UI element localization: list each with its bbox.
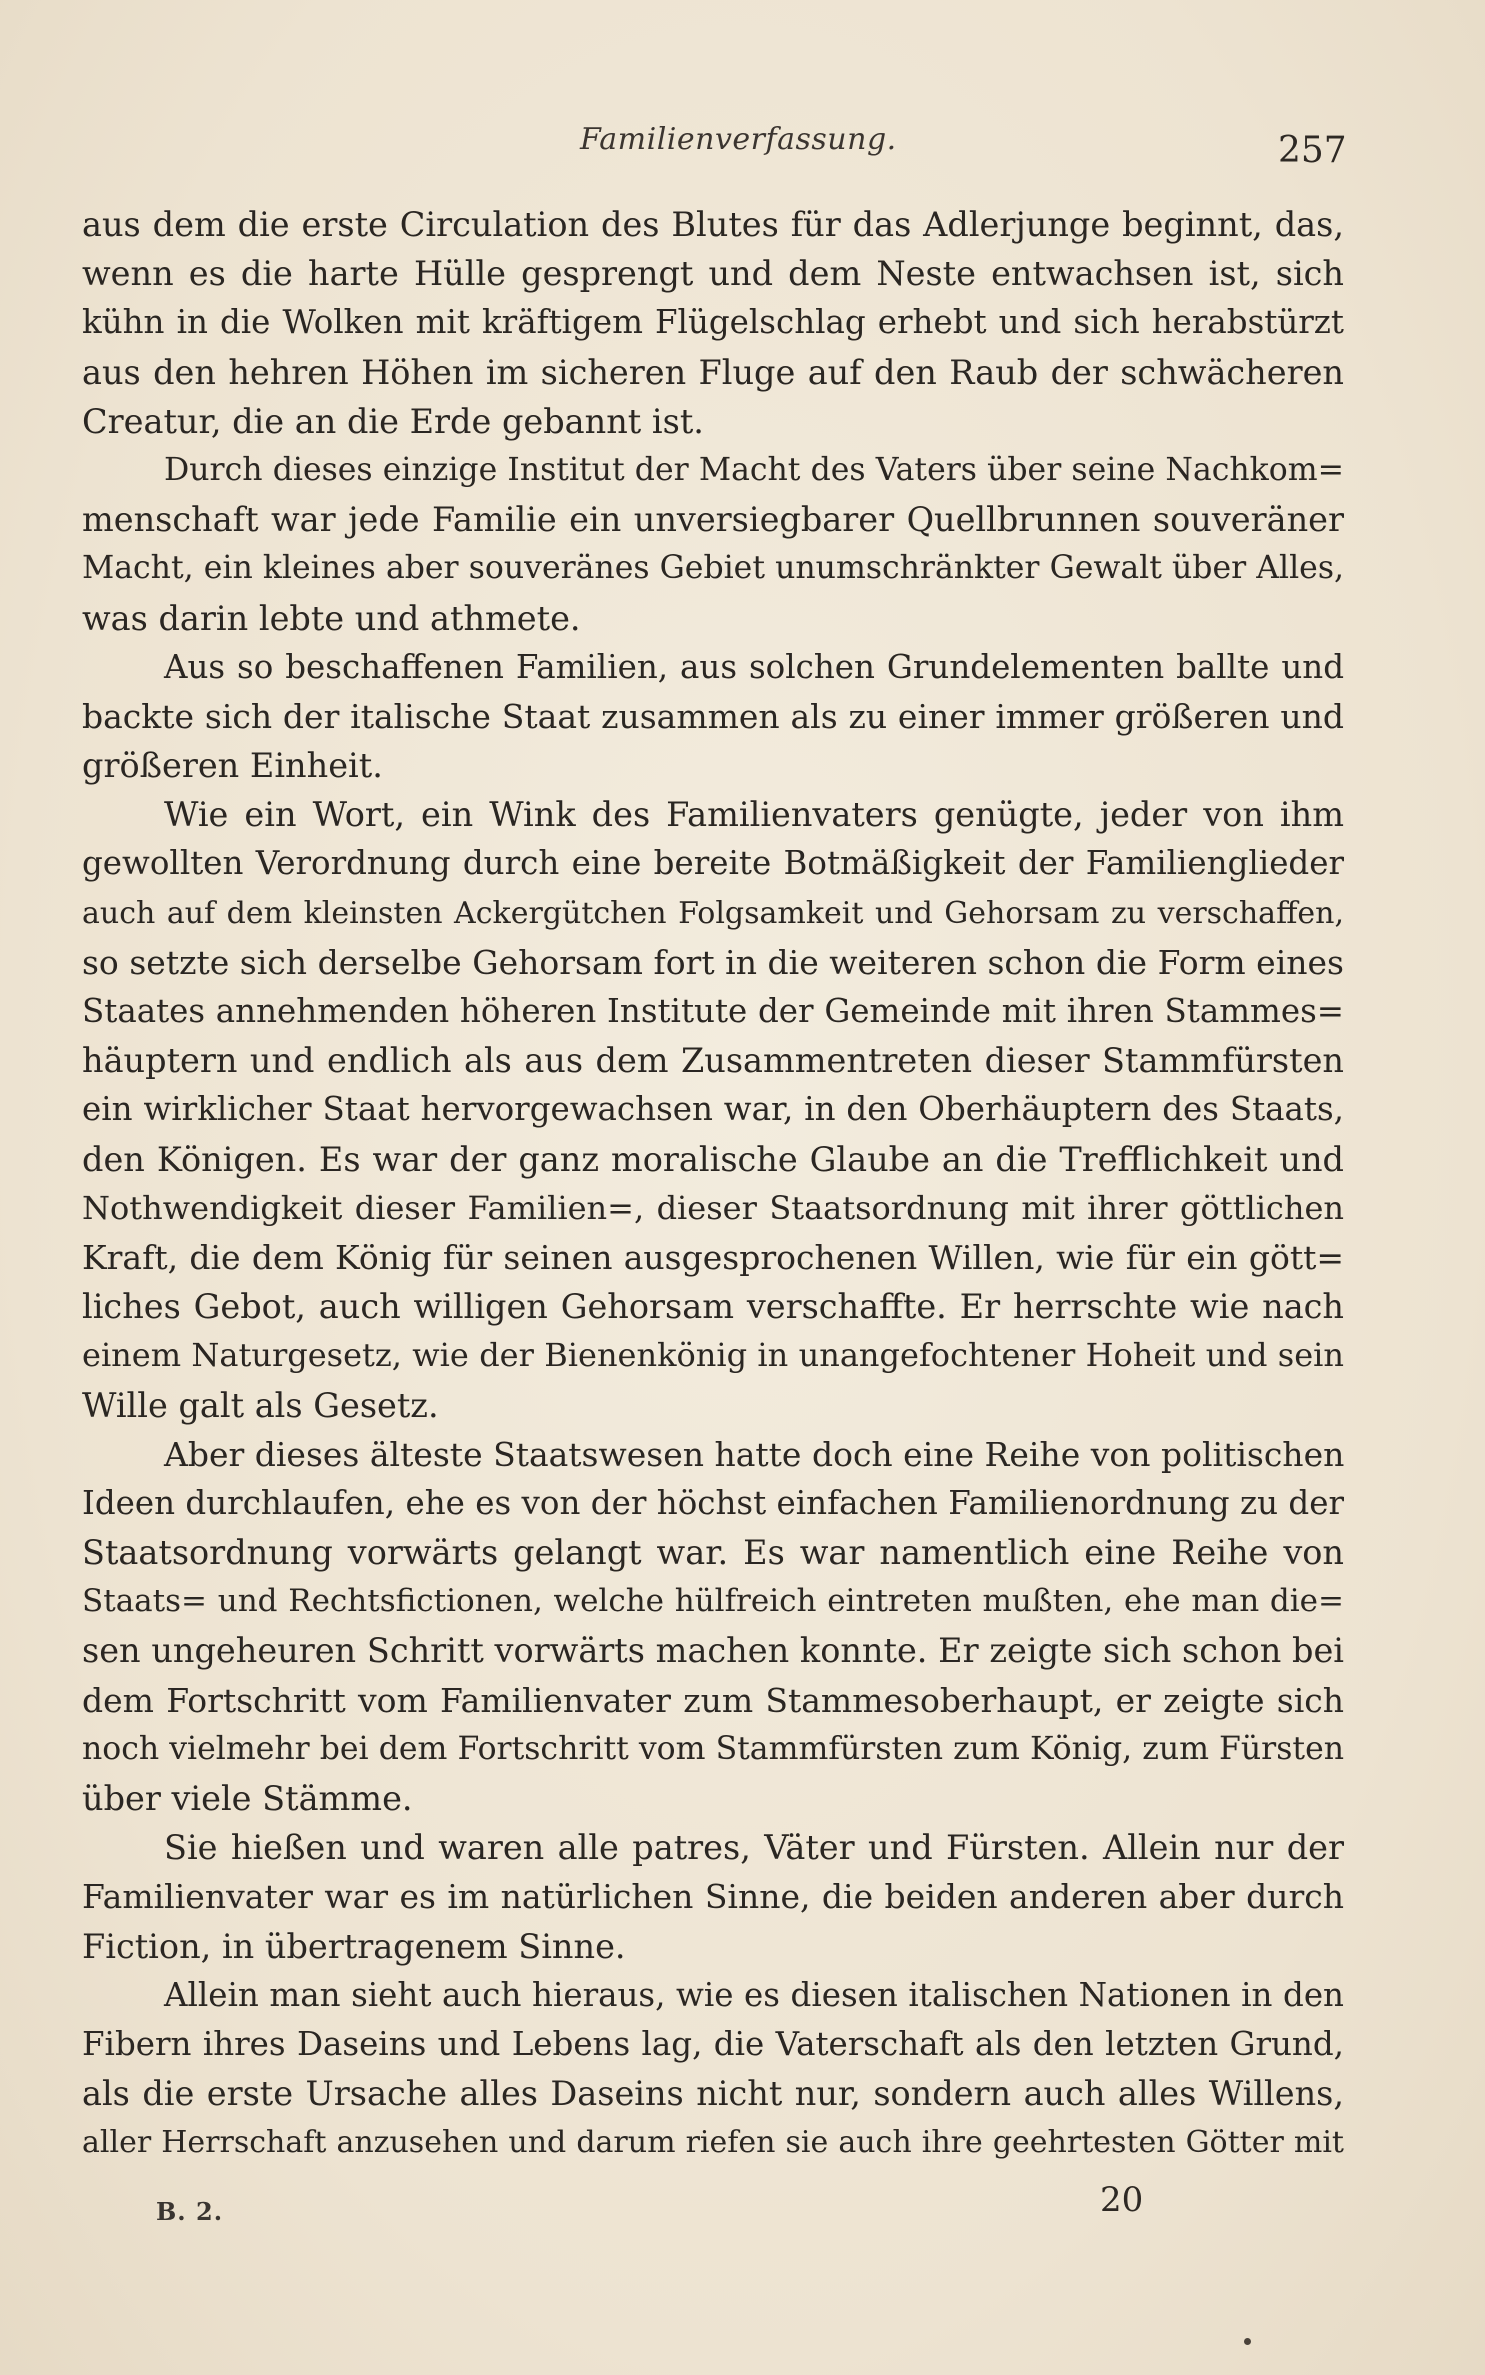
ink-dot (1244, 2338, 1251, 2345)
text-line: wenn es die harte Hülle gesprengt und dem Neste entwachsen ist, sich (82, 254, 1344, 294)
text-line: einem Naturgesetz, wie der Bienenkönig in unangefochtener Hoheit und sein (82, 1336, 1344, 1375)
running-title: Familienverfassung. (580, 122, 897, 157)
page-number: 257 (1278, 130, 1347, 171)
text-line: Familienvater war es im natürlichen Sinne, die beiden anderen aber durch (82, 1877, 1344, 1917)
text-line: gewollten Verordnung durch eine bereite Botmäßigkeit der Familienglieder (82, 844, 1344, 883)
text-line: Creatur, die an die Erde gebannt ist. (82, 401, 704, 441)
text-line: backte sich der italische Staat zusammen als zu einer immer größeren und (82, 696, 1344, 736)
text-line: aus dem die erste Circulation des Blutes für das Adlerjunge beginnt, das, (82, 205, 1344, 244)
text-line: Aus so beschaffenen Familien, aus solchen Grundelementen ballte und (164, 647, 1344, 686)
text-line: Nothwendigkeit dieser Familien=, dieser Staatsordnung mit ihrer göttlichen (82, 1188, 1344, 1227)
text-line: menschaft war jede Familie ein unversiegbarer Quellbrunnen souveräner (82, 500, 1344, 540)
printer-signature: B. 2. (156, 2197, 224, 2226)
text-line: größeren Einheit. (82, 746, 383, 786)
text-line: Fibern ihres Daseins und Lebens lag, die Vaterschaft als den letzten Grund, (82, 2024, 1344, 2063)
text-line: häuptern und endlich als aus dem Zusammentreten dieser Stammfürsten (82, 1041, 1344, 1081)
text-line: den Königen. Es war der ganz moralische Glaube an die Trefflichkeit und (82, 1139, 1344, 1179)
text-line: Kraft, die dem König für seinen ausgesprochenen Willen, wie für ein gött= (82, 1237, 1344, 1277)
text-line: Aber dieses älteste Staatswesen hatte doch eine Reihe von politischen (164, 1434, 1344, 1474)
text-line: aller Herrschaft anzusehen und darum riefen sie auch ihre geehrtesten Götter mit (82, 2125, 1344, 2161)
text-line: Staatsordnung vorwärts gelangt war. Es war namentlich eine Reihe von (82, 1533, 1344, 1573)
text-line: kühn in die Wolken mit kräftigem Flügelschlag erhebt und sich herabstürzt (82, 303, 1344, 342)
text-line: Ideen durchlaufen, ehe es von der höchst einfachen Familienordnung zu der (82, 1483, 1344, 1522)
text-line: Durch dieses einzige Institut der Macht des Vaters über seine Nachkom= (164, 451, 1344, 488)
text-line: Staates annehmenden höheren Institute der Gemeinde mit ihren Stammes= (82, 992, 1344, 1030)
text-line: noch vielmehr bei dem Fortschritt vom Stammfürsten zum König, zum Fürsten (82, 1730, 1344, 1767)
text-line: sen ungeheuren Schritt vorwärts machen konnte. Er zeigte sich schon bei (82, 1631, 1344, 1671)
text-line: so setzte sich derselbe Gehorsam fort in die weiteren schon die Form eines (82, 942, 1344, 982)
body-text (82, 200, 1344, 2168)
text-line: ein wirklicher Staat hervorgewachsen war, in den Oberhäuptern des Staats, (82, 1090, 1344, 1129)
text-line: über viele Stämme. (82, 1779, 413, 1818)
text-line: Wille galt als Gesetz. (82, 1385, 439, 1425)
text-line: Staats= und Rechtsfictionen, welche hülfreich eintreten mußten, ehe man die= (82, 1583, 1344, 1620)
text-line: dem Fortschritt vom Familienvater zum Stammesoberhaupt, er zeigte sich (82, 1680, 1344, 1720)
text-line: was darin lebte und athmete. (82, 598, 581, 638)
text-line: liches Gebot, auch willigen Gehorsam verschaffte. Er herrschte wie nach (82, 1287, 1344, 1327)
text-line: Macht, ein kleines aber souveränes Gebiet unumschränkter Gewalt über Alles, (82, 550, 1344, 587)
text-line: aus den hehren Höhen im sicheren Fluge auf den Raub der schwächeren (82, 352, 1344, 392)
text-line: Sie hießen und waren alle patres, Väter und Fürsten. Allein nur der (164, 1828, 1344, 1868)
text-line: Wie ein Wort, ein Wink des Familienvaters genügte, jeder von ihm (164, 795, 1344, 835)
text-line: Allein man sieht auch hieraus, wie es diesen italischen Nationen in den (164, 1975, 1344, 2014)
sheet-number: 20 (1100, 2180, 1144, 2220)
text-line: als die erste Ursache alles Daseins nicht nur, sondern auch alles Willens, (82, 2074, 1344, 2114)
text-line: Fiction, in übertragenem Sinne. (82, 1926, 626, 1966)
text-line: auch auf dem kleinsten Ackergütchen Folgsamkeit und Gehorsam zu verschaffen, (82, 895, 1344, 931)
